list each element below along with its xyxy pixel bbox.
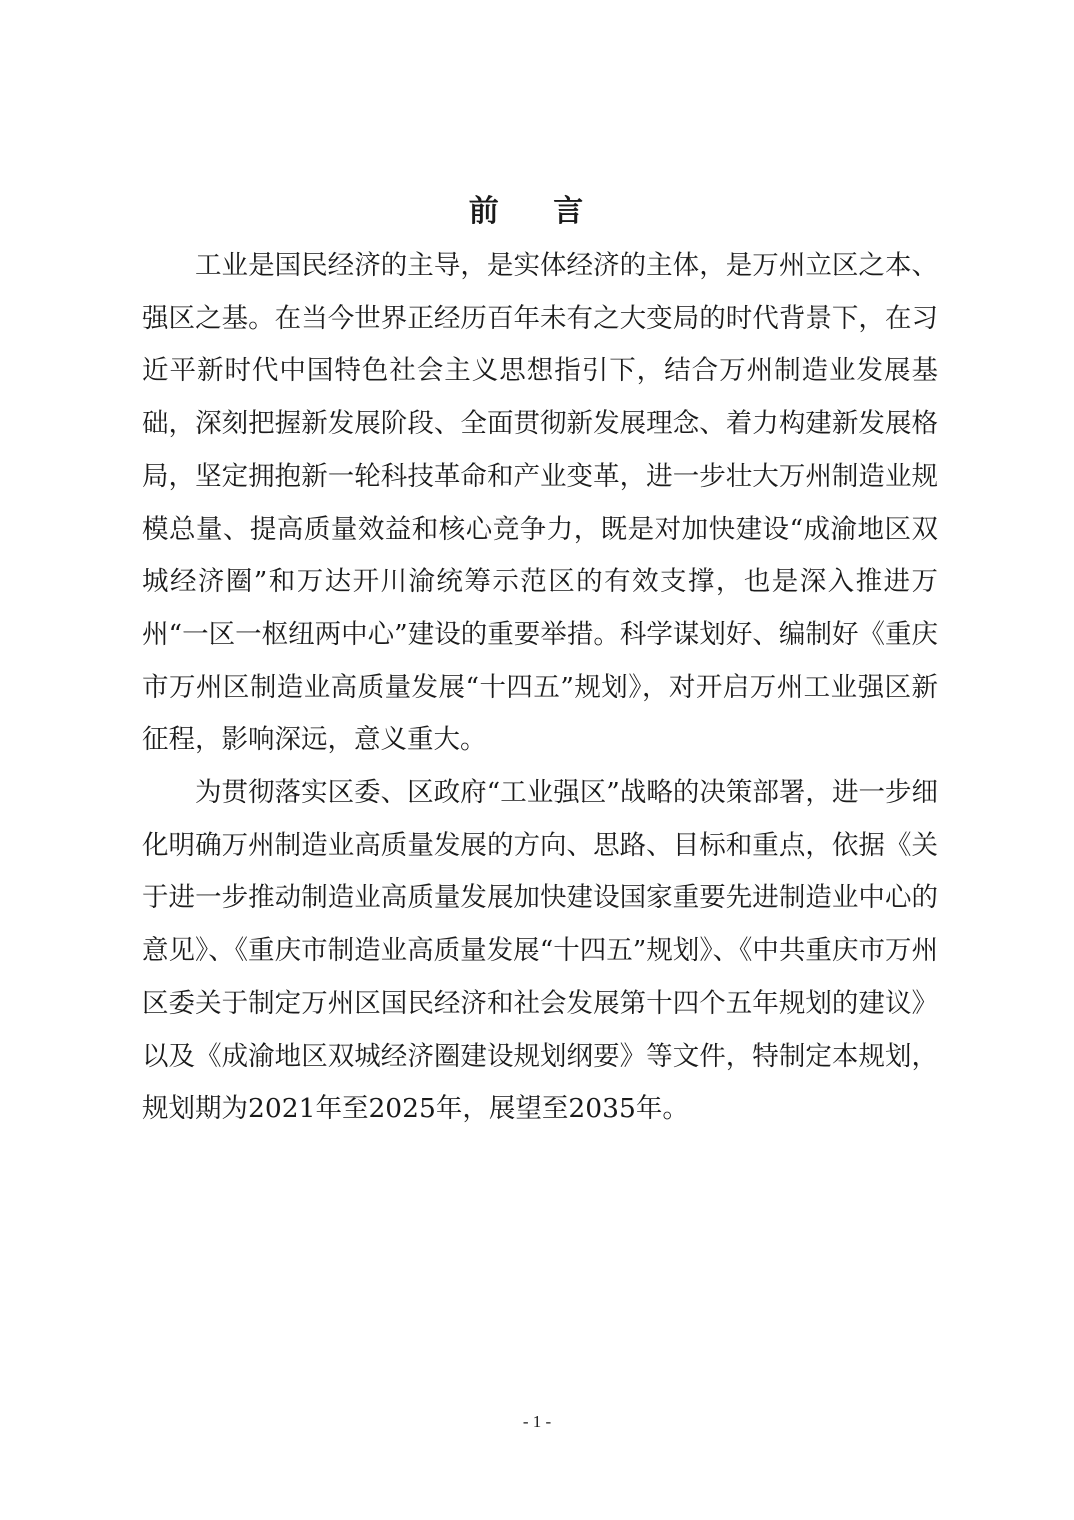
paragraph-2: 为贯彻落实区委、区政府“工业强区”战略的决策部署，进一步细化明确万州制造业高质量发展的方向、思路、目标和重点，依据《关于进一步推动制造业高质量发展加快建设国家重要先进制造业中心的意见》、《重庆市制造业高质量发展“十四五”规划》、《中共重庆市万州区委关于制定万州区国民经济和社会发展第十四个五年规划的建议》以及《成渝地区双城经济圈建设规划纲要》等文件，特制定本规划，规划期为2021年至2025年，展望至2035年。 <box>142 777 938 1125</box>
page-title: 前 言 <box>468 194 606 229</box>
page-number: - 1 - <box>522 1412 552 1431</box>
paragraph-1: 工业是国民经济的主导，是实体经济的主体，是万州立区之本、强区之基。在当今世界正经历百年未有之大变局的时代背景下，在习近平新时代中国特色社会主义思想指引下，结合万州制造业发展基础，深刻把握新发展阶段、全面贯彻新发展理念、着力构建新发展格局，坚定拥抱新一轮科技革命和产业变革，进一步壮大万州制造业规模总量、提高质量效益和核心竞争力，既是对加快建设“成渝地区双城经济圈”和万达开川渝统筹示范区的有效支撑，也是深入推进万州“一区一枢纽两中心”建设的重要举措。科学谋划好、编制好《重庆市万州区制造业高质量发展“十四五”规划》，对开启万州工业强区新征程，影响深远，意义重大。 <box>142 250 938 756</box>
document-body <box>142 240 938 1136</box>
